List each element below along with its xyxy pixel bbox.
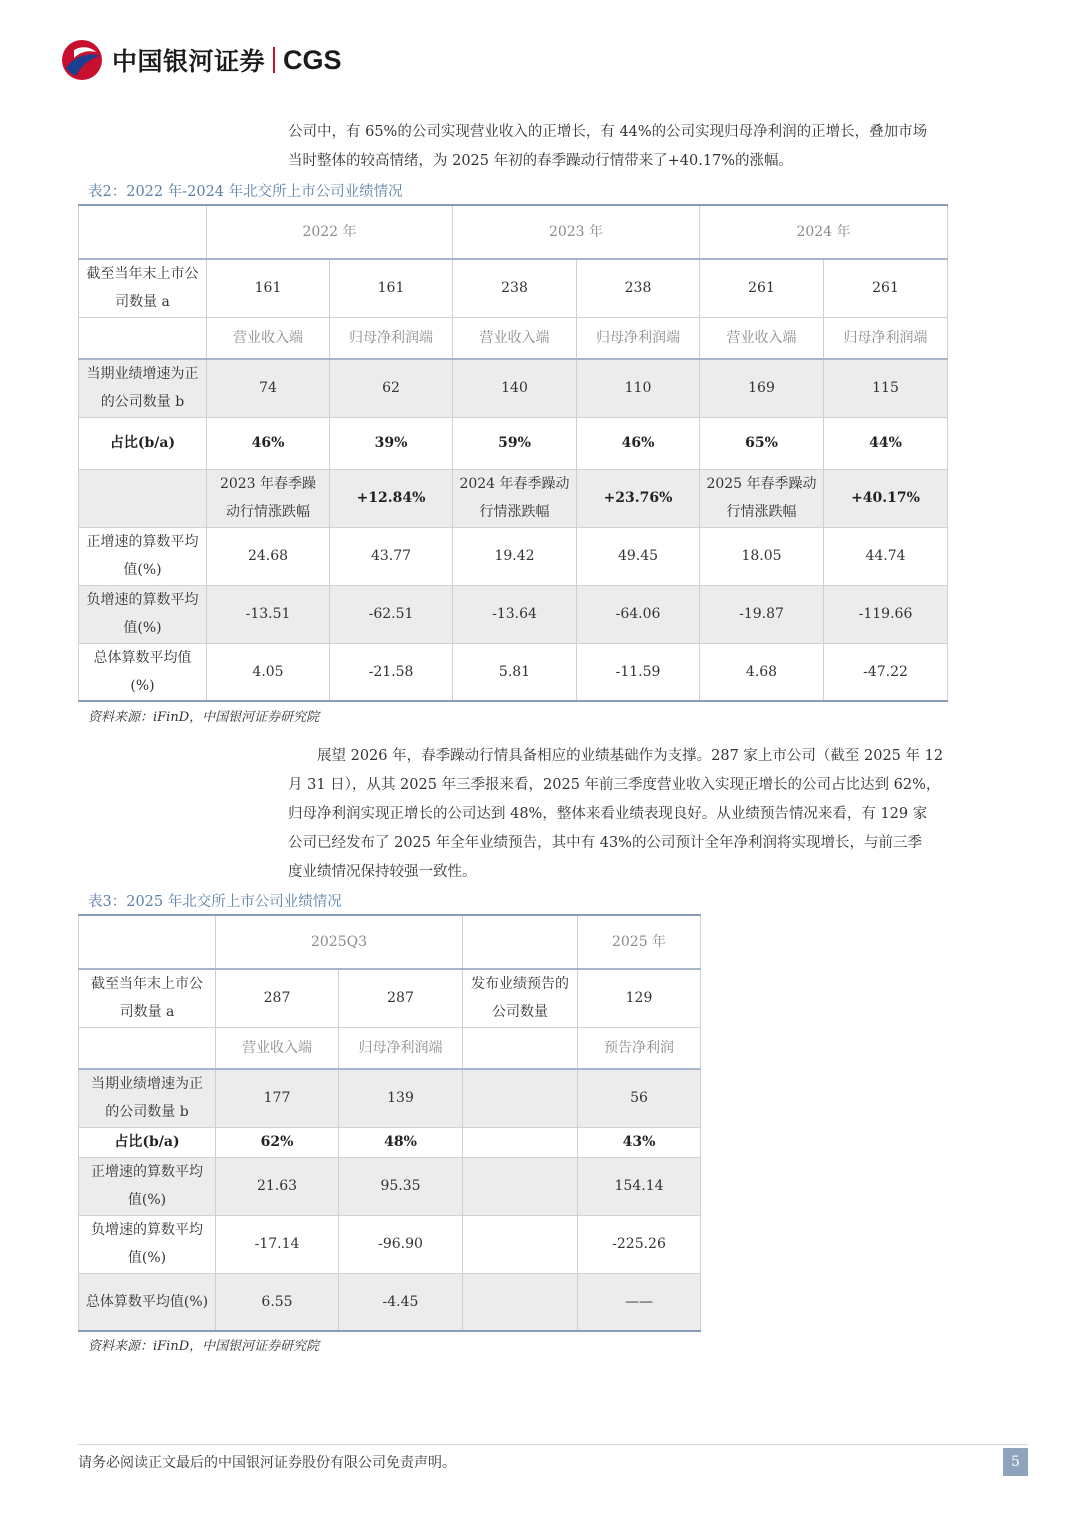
- table-cell: 18.05: [700, 527, 824, 585]
- table-row: [79, 1215, 701, 1273]
- empty-cell: [463, 1157, 578, 1215]
- table-row: [79, 417, 948, 469]
- row-label: 总体算数平均值(%): [79, 1273, 216, 1331]
- table-cell: 44.74: [824, 527, 948, 585]
- table-cell: 6.55: [216, 1273, 339, 1331]
- table-cell: -62.51: [330, 585, 453, 643]
- table-cell: 4.68: [700, 643, 824, 701]
- table-row: [79, 469, 948, 527]
- table-cell: 19.42: [453, 527, 577, 585]
- table-cell: +12.84%: [330, 469, 453, 527]
- table-cell: 62%: [216, 1127, 339, 1157]
- table-cell: 161: [207, 259, 330, 317]
- page-number: 5: [1003, 1448, 1028, 1476]
- table-cell: 56: [578, 1069, 701, 1127]
- table-cell: -11.59: [577, 643, 700, 701]
- period-header: 2025 年: [578, 915, 701, 969]
- table-subheader-row: [79, 1027, 701, 1069]
- table-cell: 43.77: [330, 527, 453, 585]
- table-cell: 发布业绩预告的公司数量: [463, 969, 578, 1027]
- logo-chinese-name: 中国银河证券: [112, 47, 266, 76]
- row-label: 截至当年末上市公司数量 a: [79, 259, 207, 317]
- outlook-line: 归母净利润实现正增长的公司达到 48%，整体来看业绩表现良好。从业绩预告情况来看，有 129 家: [288, 806, 928, 822]
- table-cell: 2023 年春季躁动行情涨跌幅: [207, 469, 330, 527]
- row-label: 占比(b/a): [79, 417, 207, 469]
- table-cell: -47.22: [824, 643, 948, 701]
- table-row: [79, 527, 948, 585]
- table-cell: 287: [216, 969, 339, 1027]
- table-cell: 43%: [578, 1127, 701, 1157]
- row-label: 负增速的算数平均值(%): [79, 1215, 216, 1273]
- empty-cell: [463, 1127, 578, 1157]
- outlook-line: 展望 2026 年，春季躁动行情具备相应的业绩基础作为支撑。287 家上市公司（截至 2025 年 12: [317, 748, 944, 764]
- table3-source: 资料来源：iFinD，中国银河证券研究院: [88, 1339, 320, 1354]
- table-cell: -119.66: [824, 585, 948, 643]
- table-cell: -96.90: [339, 1215, 463, 1273]
- sub-header: 营业收入端: [453, 317, 577, 359]
- table-cell: 2024 年春季躁动行情涨跌幅: [453, 469, 577, 527]
- table3-period-header: [79, 915, 701, 969]
- table-cell: 129: [578, 969, 701, 1027]
- table-cell: -13.64: [453, 585, 577, 643]
- intro-line: 当时整体的较高情绪，为 2025 年初的春季躁动行情带来了+40.17%的涨幅。: [288, 153, 794, 169]
- year-header: 2023 年: [453, 205, 700, 259]
- table-subheader-row: [79, 317, 948, 359]
- table2-year-header: [79, 205, 948, 259]
- table-row: [79, 1157, 701, 1215]
- table-cell: 287: [339, 969, 463, 1027]
- table3-caption: 表3：2025 年北交所上市公司业绩情况: [88, 894, 342, 910]
- empty-cell: [79, 915, 216, 969]
- empty-cell: [79, 1027, 216, 1069]
- sub-header: 归母净利润端: [824, 317, 948, 359]
- table-row: [79, 259, 948, 317]
- table-cell: 115: [824, 359, 948, 417]
- table-cell: 95.35: [339, 1157, 463, 1215]
- sub-header: 预告净利润: [578, 1027, 701, 1069]
- table-cell: -19.87: [700, 585, 824, 643]
- table3: [78, 914, 701, 1332]
- sub-header: 归母净利润端: [339, 1027, 463, 1069]
- table-cell: 161: [330, 259, 453, 317]
- table-cell: 238: [577, 259, 700, 317]
- empty-cell: [79, 469, 207, 527]
- company-logo: [60, 38, 342, 82]
- period-header: 2025Q3: [216, 915, 463, 969]
- table-cell: -4.45: [339, 1273, 463, 1331]
- table-cell: 110: [577, 359, 700, 417]
- table-cell: 5.81: [453, 643, 577, 701]
- footer-disclaimer: 请务必阅读正文最后的中国银河证券股份有限公司免责声明。: [78, 1455, 456, 1471]
- logo-divider: [273, 47, 275, 73]
- table-cell: 140: [453, 359, 577, 417]
- table-row: [79, 1069, 701, 1127]
- table-cell: ——: [578, 1273, 701, 1331]
- row-label: 截至当年末上市公司数量 a: [79, 969, 216, 1027]
- table-cell: 46%: [207, 417, 330, 469]
- table-row: [79, 643, 948, 701]
- table-cell: 39%: [330, 417, 453, 469]
- table-cell: 154.14: [578, 1157, 701, 1215]
- outlook-line: 月 31 日），从其 2025 年三季报来看，2025 年前三季度营业收入实现正增长的公司占比达到 62%，: [288, 777, 941, 793]
- table-cell: -64.06: [577, 585, 700, 643]
- empty-cell: [463, 1069, 578, 1127]
- table2-source: 资料来源：iFinD，中国银河证券研究院: [88, 710, 320, 725]
- table-cell: 261: [824, 259, 948, 317]
- table-cell: -17.14: [216, 1215, 339, 1273]
- intro-paragraph: [288, 118, 1028, 176]
- outlook-paragraph: [288, 742, 1028, 887]
- sub-header: 营业收入端: [207, 317, 330, 359]
- empty-cell: [463, 1273, 578, 1331]
- table-cell: +40.17%: [824, 469, 948, 527]
- row-label: 正增速的算数平均值(%): [79, 1157, 216, 1215]
- table-cell: 238: [453, 259, 577, 317]
- empty-cell: [463, 1215, 578, 1273]
- table-row: [79, 585, 948, 643]
- empty-cell: [79, 317, 207, 359]
- table-cell: 65%: [700, 417, 824, 469]
- table-cell: -21.58: [330, 643, 453, 701]
- year-header: 2024 年: [700, 205, 948, 259]
- table-cell: 4.05: [207, 643, 330, 701]
- footer-divider: [78, 1444, 1028, 1445]
- table-cell: 74: [207, 359, 330, 417]
- empty-cell: [79, 205, 207, 259]
- logo-english-name: CGS: [283, 44, 342, 75]
- table-cell: 177: [216, 1069, 339, 1127]
- intro-line: 公司中，有 65%的公司实现营业收入的正增长，有 44%的公司实现归母净利润的正增长，叠加市场: [288, 124, 928, 140]
- row-label: 正增速的算数平均值(%): [79, 527, 207, 585]
- table-row: [79, 1273, 701, 1331]
- table-cell: 49.45: [577, 527, 700, 585]
- table-cell: 2025 年春季躁动行情涨跌幅: [700, 469, 824, 527]
- sub-header: 归母净利润端: [577, 317, 700, 359]
- sub-header: 归母净利润端: [330, 317, 453, 359]
- year-header: 2022 年: [207, 205, 453, 259]
- sub-header: 营业收入端: [700, 317, 824, 359]
- table-cell: 21.63: [216, 1157, 339, 1215]
- table-cell: 261: [700, 259, 824, 317]
- table2: [78, 204, 948, 702]
- row-label: 当期业绩增速为正的公司数量 b: [79, 1069, 216, 1127]
- empty-cell: [463, 1027, 578, 1069]
- table-cell: 46%: [577, 417, 700, 469]
- sub-header: 营业收入端: [216, 1027, 339, 1069]
- table-cell: +23.76%: [577, 469, 700, 527]
- row-label: 占比(b/a): [79, 1127, 216, 1157]
- table-cell: 24.68: [207, 527, 330, 585]
- cgs-logo-icon: [60, 38, 104, 82]
- table-cell: -225.26: [578, 1215, 701, 1273]
- outlook-line: 公司已经发布了 2025 年全年业绩预告，其中有 43%的公司预计全年净利润将实现增长，与前三季: [288, 835, 922, 851]
- table2-caption: 表2：2022 年-2024 年北交所上市公司业绩情况: [88, 184, 403, 200]
- table-cell: 169: [700, 359, 824, 417]
- table-row: [79, 1127, 701, 1157]
- row-label: 负增速的算数平均值(%): [79, 585, 207, 643]
- table-cell: 62: [330, 359, 453, 417]
- empty-cell: [463, 915, 578, 969]
- table-cell: 59%: [453, 417, 577, 469]
- table-row: [79, 969, 701, 1027]
- table-cell: -13.51: [207, 585, 330, 643]
- table-cell: 44%: [824, 417, 948, 469]
- row-label: 当期业绩增速为正的公司数量 b: [79, 359, 207, 417]
- outlook-line: 度业绩情况保持较强一致性。: [288, 864, 477, 880]
- table-row: [79, 359, 948, 417]
- row-label: 总体算数平均值(%): [79, 643, 207, 701]
- table-cell: 48%: [339, 1127, 463, 1157]
- table-cell: 139: [339, 1069, 463, 1127]
